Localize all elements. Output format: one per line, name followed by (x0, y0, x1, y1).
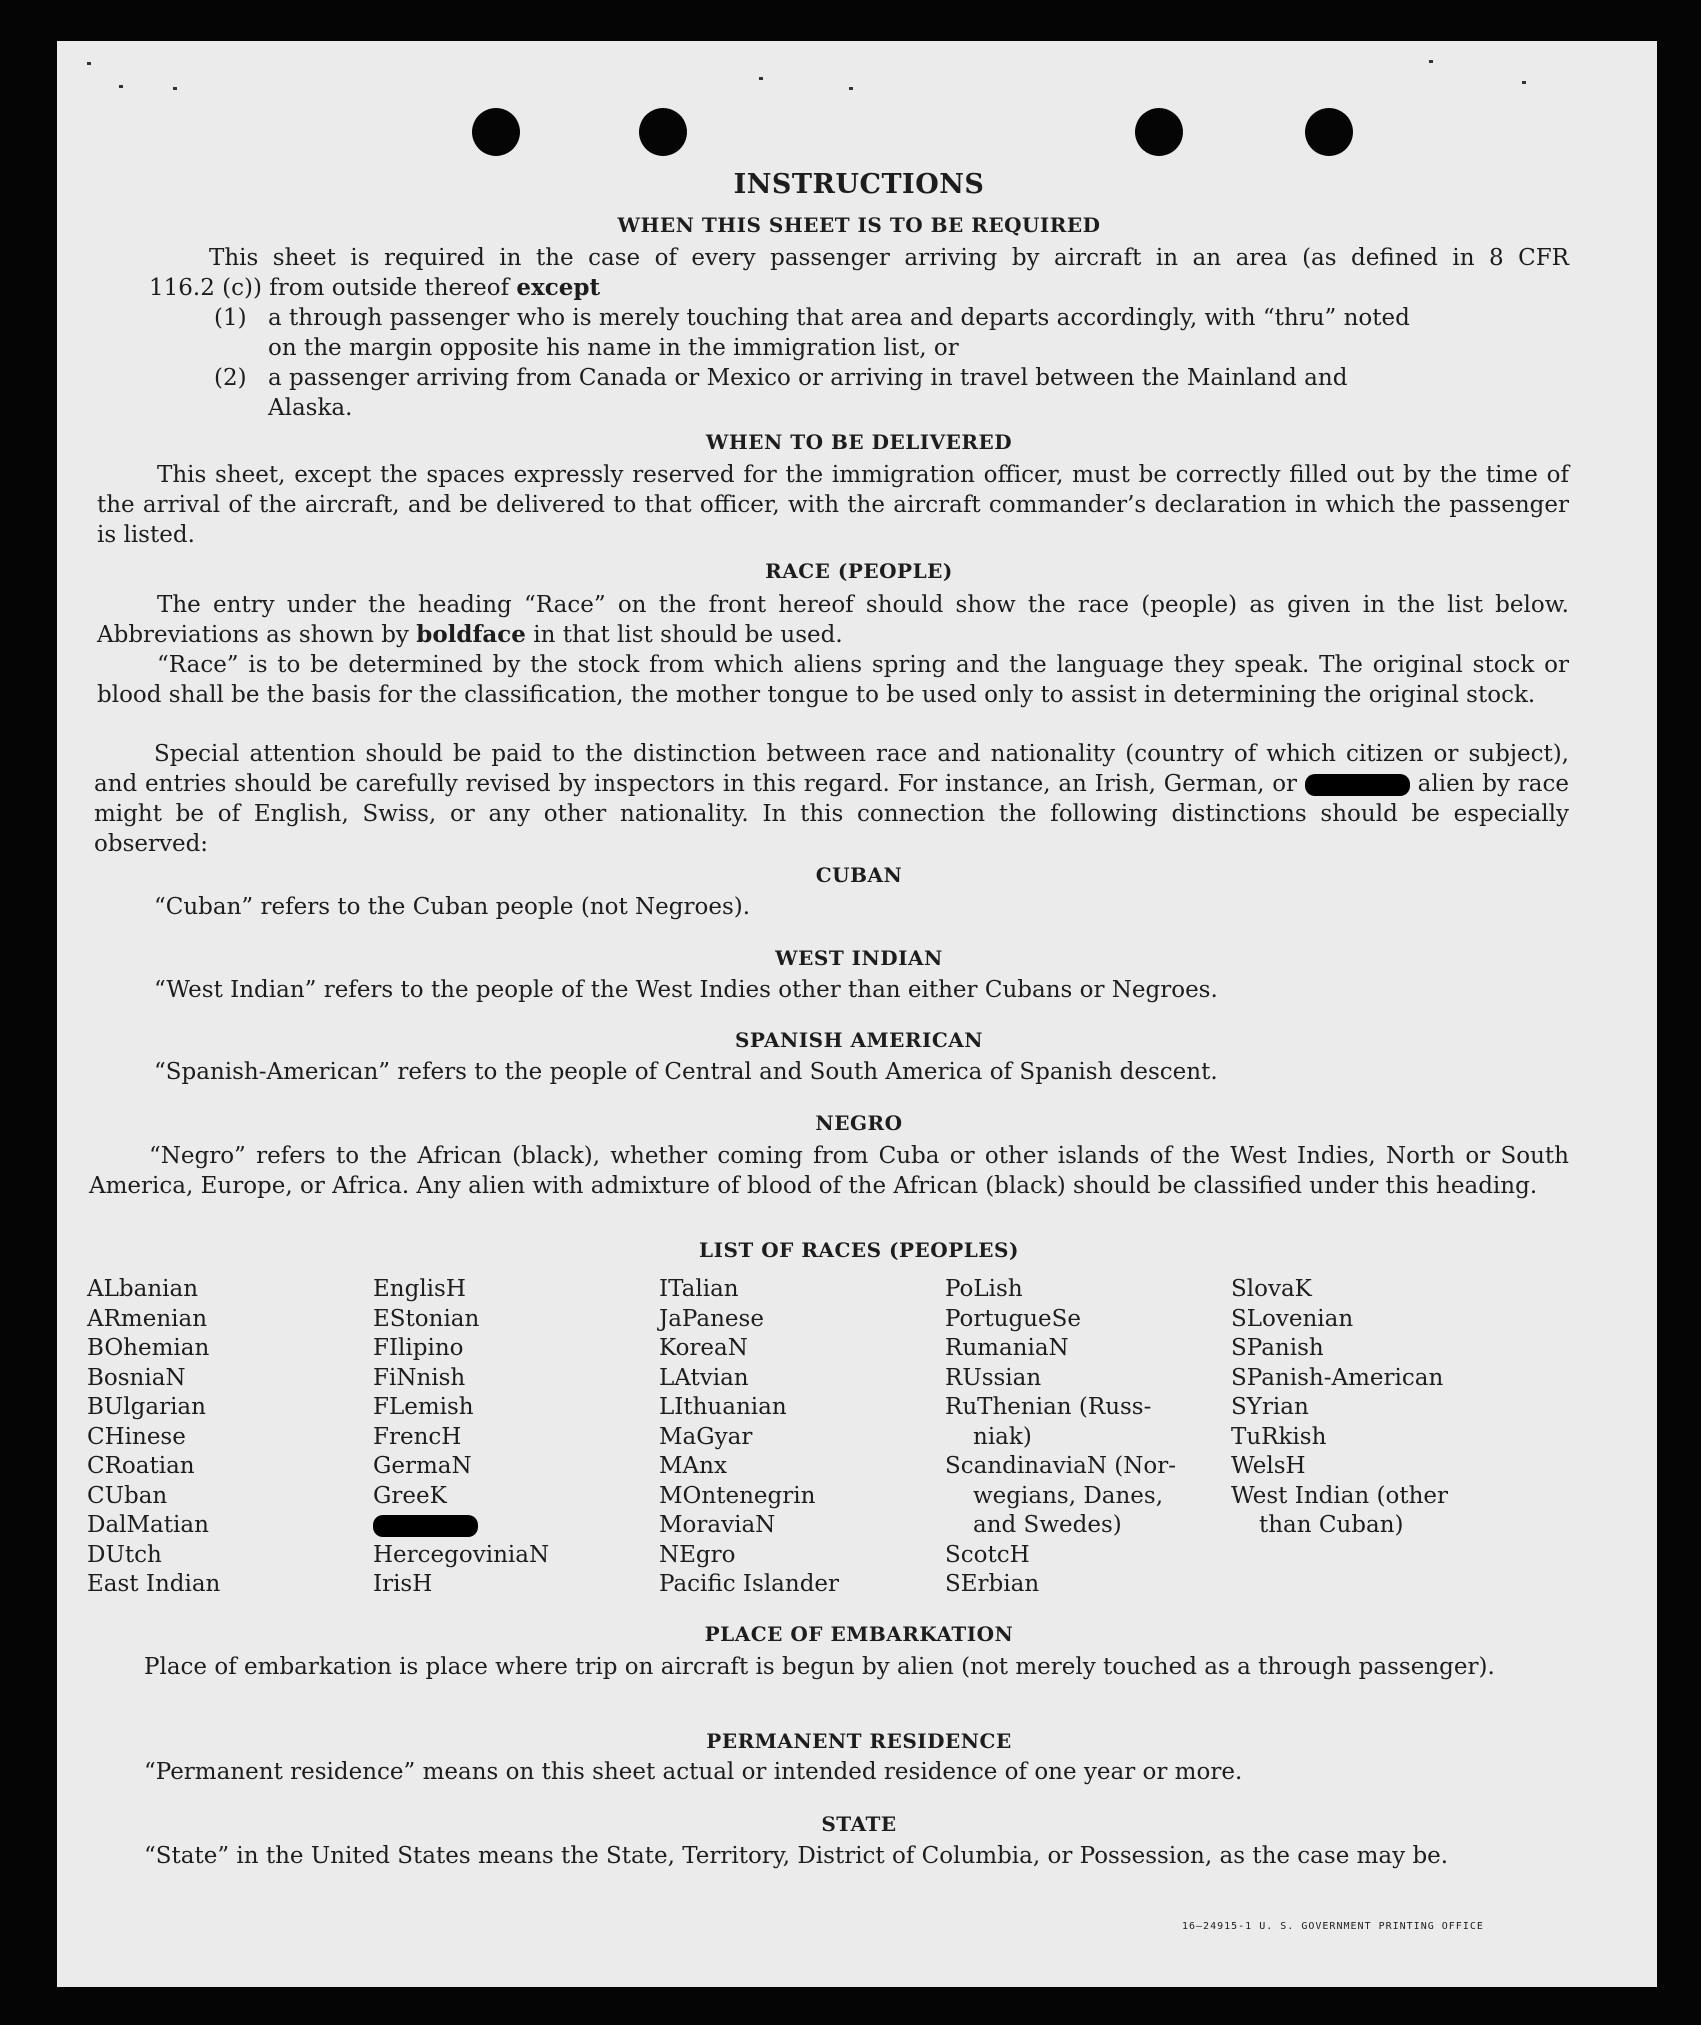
speck (849, 87, 853, 90)
redaction-mark (1305, 774, 1410, 796)
punch-hole (639, 108, 687, 156)
section-heading: NEGRO (815, 1111, 903, 1135)
page-title: INSTRUCTIONS (733, 169, 985, 200)
item-text: Alaska. (268, 395, 353, 421)
race-entry: niak) (973, 1423, 1032, 1450)
punch-hole (1305, 108, 1353, 156)
text-line: This sheet is required in the case of every passenger arriving by aircraft in an area (as defined in 8 CFR (209, 245, 1569, 271)
bold-text: except (516, 274, 601, 301)
speck (759, 77, 763, 80)
text-span: Special attention should be paid to the distinction between race and nationality (country of which citizen or subject), and entries should be carefully revised by inspectors in this regard. For instance, an Irish, German, or (94, 741, 1569, 797)
redaction-mark (373, 1515, 478, 1537)
race-entry: SErbian (945, 1571, 1040, 1597)
race-entry: SlovaK (1231, 1276, 1312, 1302)
item-number: (1) (214, 305, 247, 331)
speck (119, 85, 123, 88)
race-entry: wegians, Danes, (973, 1482, 1164, 1509)
race-entry: HercegoviniaN (373, 1541, 550, 1568)
race-entry (373, 1511, 659, 1541)
paragraph (97, 590, 1569, 650)
speck (1429, 60, 1433, 63)
printer-imprint: 16—24915-1 U. S. GOVERNMENT PRINTING OFFICE (1182, 1921, 1484, 1932)
race-entry: MaGyar (659, 1423, 753, 1450)
paragraph (94, 739, 1569, 859)
race-entry: PortugueSe (945, 1305, 1081, 1332)
race-entry: SPanish-American (1231, 1364, 1444, 1391)
race-column (87, 1275, 373, 1600)
section-heading: LIST OF RACES (PEOPLES) (699, 1238, 1019, 1262)
section-heading: PLACE OF EMBARKATION (704, 1622, 1014, 1646)
race-entry: CRoatian (87, 1453, 195, 1479)
paragraph: “Cuban” refers to the Cuban people (not Negroes). (154, 894, 751, 920)
race-entry: than Cuban) (1259, 1512, 1404, 1538)
text-span: The entry under the heading “Race” on the front hereof should show the race (people) as given in the list below. Abbreviations as shown by (97, 592, 1569, 648)
list-item (214, 363, 1569, 423)
race-entry: LIthuanian (659, 1394, 787, 1420)
race-entry: DalMatian (87, 1512, 209, 1538)
race-entry: SYrian (1231, 1394, 1309, 1420)
bold-text: boldface (416, 621, 526, 648)
paragraph: Place of embarkation is place where trip on aircraft is begun by alien (not merely touched as a through passenger). (144, 1654, 1495, 1680)
race-entry: ScotcH (945, 1541, 1030, 1568)
race-entry: WelsH (1231, 1453, 1306, 1479)
item-number: (2) (214, 365, 247, 391)
race-entry: RUssian (945, 1364, 1042, 1391)
race-entry: PoLish (945, 1276, 1023, 1302)
race-entry: FiNnish (373, 1364, 466, 1391)
list-item (214, 303, 1569, 363)
text-span: alien by race might be of English, Swiss, or any other nationality. In this connection the following distinctions should be especially observed: (94, 771, 1570, 857)
text-span: in that list should be used. (533, 622, 843, 648)
item-text: a passenger arriving from Canada or Mexico or arriving in travel between the Mainland and (268, 365, 1348, 391)
race-column (659, 1275, 945, 1600)
race-entry: DUtch (87, 1541, 162, 1568)
race-entry: SLovenian (1231, 1305, 1354, 1332)
race-list (87, 1275, 1517, 1600)
race-entry: IrisH (373, 1571, 433, 1597)
section-heading: WEST INDIAN (775, 946, 943, 970)
document-sheet (57, 41, 1657, 1987)
race-entry: BosniaN (87, 1364, 186, 1391)
race-entry: West Indian (other (1231, 1482, 1449, 1509)
race-entry: GermaN (373, 1453, 472, 1479)
race-entry: FLemish (373, 1394, 474, 1420)
paragraph: “Race” is to be determined by the stock from which aliens spring and the language they speak. The original stock or blood shall be the basis for the classification, the mother tongue to be used only to assist in determining the original stock. (97, 652, 1569, 708)
race-entry: NEgro (659, 1541, 736, 1568)
race-entry: EStonian (373, 1305, 480, 1332)
speck (87, 62, 91, 65)
race-entry: East Indian (87, 1571, 221, 1597)
race-column (945, 1275, 1231, 1600)
punch-hole (1135, 108, 1183, 156)
text-span: 116.2 (c)) from outside thereof (149, 275, 510, 301)
race-entry: LAtvian (659, 1364, 749, 1391)
race-entry: TuRkish (1231, 1423, 1327, 1450)
race-entry: and Swedes) (973, 1512, 1122, 1538)
paragraph: “West Indian” refers to the people of the West Indies other than either Cubans or Negroes. (154, 977, 1218, 1003)
race-entry: SPanish (1231, 1335, 1324, 1361)
race-entry: MoraviaN (659, 1512, 776, 1538)
speck (1522, 81, 1526, 84)
race-entry: CUban (87, 1482, 168, 1509)
race-entry: FIlipino (373, 1335, 464, 1361)
race-entry: Pacific Islander (659, 1571, 840, 1597)
race-entry: ScandinaviaN (Nor- (945, 1453, 1176, 1479)
race-entry: MAnx (659, 1453, 727, 1479)
section-heading: PERMANENT RESIDENCE (706, 1729, 1012, 1753)
paragraph: This sheet, except the spaces expressly reserved for the immigration officer, must be correctly filled out by the time of the arrival of the aircraft, and be delivered to that officer, with the aircraft commander’s declaration in which the passenger is listed. (97, 462, 1569, 548)
race-entry: ARmenian (87, 1305, 208, 1332)
section-heading: CUBAN (815, 863, 903, 887)
punch-hole (472, 108, 520, 156)
section-heading: WHEN THIS SHEET IS TO BE REQUIRED (617, 213, 1101, 237)
section-heading: SPANISH AMERICAN (734, 1028, 984, 1052)
race-entry: MOntenegrin (659, 1482, 816, 1509)
paragraph: “State” in the United States means the State, Territory, District of Columbia, or Possession, as the case may be. (144, 1843, 1449, 1869)
race-entry: CHinese (87, 1423, 186, 1450)
race-entry: FrencH (373, 1423, 462, 1450)
race-entry: RuThenian (Russ- (945, 1394, 1152, 1420)
item-text: on the margin opposite his name in the immigration list, or (268, 335, 959, 361)
race-column (1231, 1275, 1517, 1600)
paragraph (149, 243, 1569, 303)
race-entry: BOhemian (87, 1335, 210, 1361)
race-entry: GreeK (373, 1482, 447, 1509)
item-text: a through passenger who is merely touching that area and departs accordingly, with “thru” noted (268, 305, 1410, 331)
speck (173, 87, 177, 90)
text-line (149, 273, 1569, 303)
race-entry: BUlgarian (87, 1394, 206, 1420)
race-column (373, 1275, 659, 1600)
paragraph: “Permanent residence” means on this sheet actual or intended residence of one year or more. (144, 1759, 1243, 1785)
race-entry: EnglisH (373, 1276, 466, 1302)
paragraph: “Negro” refers to the African (black), whether coming from Cuba or other islands of the West Indies, North or South America, Europe, or Africa. Any alien with admixture of blood of the African (black) should be classified under this heading. (89, 1143, 1569, 1199)
paragraph: “Spanish-American” refers to the people of Central and South America of Spanish descent. (154, 1059, 1218, 1085)
race-entry: JaPanese (659, 1305, 764, 1332)
section-heading: STATE (821, 1812, 897, 1836)
section-heading: WHEN TO BE DELIVERED (705, 430, 1013, 454)
section-heading: RACE (PEOPLE) (765, 559, 953, 583)
race-entry: ITalian (659, 1276, 739, 1302)
race-entry: RumaniaN (945, 1335, 1069, 1361)
race-entry: ALbanian (87, 1276, 199, 1302)
race-entry: KoreaN (659, 1335, 748, 1361)
